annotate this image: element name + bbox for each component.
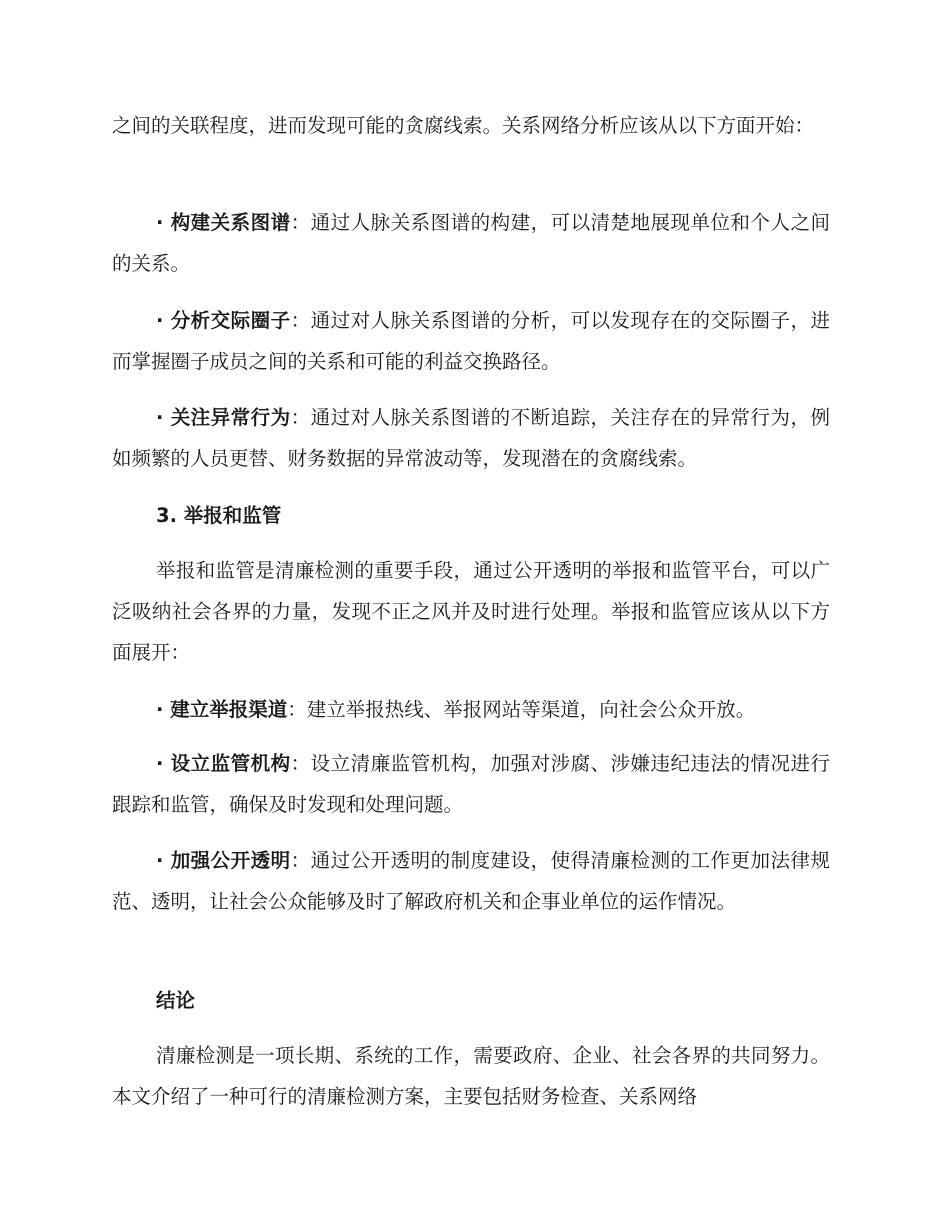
list-item-text: ：通过公开透明的制度建设，使得清廉检测的工作更加法律规范、透明，让社会公众能够及时了解政府机关和企事业单位的运作情况。 [112,849,830,913]
list-item-term: · 分析交际圈子 [156,309,291,332]
section-heading-conclusion: 结论 [156,989,196,1012]
list-item-text: ：通过对人脉关系图谱的分析，可以发现存在的交际圈子，进而掌握圈子成员之间的关系和可能的利益交换路径。 [112,309,830,373]
list-item-transparency [112,840,830,922]
list-item-term: · 设立监管机构 [156,752,291,775]
list-item-term: · 关注异常行为 [156,406,291,429]
list-item-analyze-circles [112,300,830,382]
list-item-text: ：通过对人脉关系图谱的不断追踪，关注存在的异常行为，例如频繁的人员更替、财务数据的异常波动等，发现潜在的贪腐线索。 [112,406,830,470]
list-item-term: · 构建关系图谱 [156,211,291,234]
list-item-term: · 建立举报渠道 [156,698,288,721]
list-item-text: ：设立清廉监管机构，加强对涉腐、涉嫌违纪违法的情况进行跟踪和监管，确保及时发现和处理问题。 [112,752,830,816]
list-item-term: · 加强公开透明 [156,849,291,872]
list-item-report-channels [112,689,830,730]
list-item-watch-anomalies [112,397,830,479]
paragraph-relation-analysis-intro: 之间的关联程度，进而发现可能的贪腐线索。关系网络分析应该从以下方面开始： [112,114,815,137]
list-item-text: ：建立举报热线、举报网站等渠道，向社会公众开放。 [287,698,756,721]
list-item-build-graph [112,202,830,284]
list-item-supervision-body [112,743,830,825]
section-heading-reporting: 3. 举报和监管 [156,504,282,527]
paragraph-reporting-intro: 举报和监管是清廉检测的重要手段，通过公开透明的举报和监管平台，可以广泛吸纳社会各界的力量，发现不正之风并及时进行处理。举报和监管应该从以下方面展开： [112,559,830,664]
list-item-text: ：通过人脉关系图谱的构建，可以清楚地展现单位和个人之间的关系。 [112,211,830,275]
paragraph-conclusion: 清廉检测是一项长期、系统的工作，需要政府、企业、社会各界的共同努力。本文介绍了一种可行的清廉检测方案，主要包括财务检查、关系网络 [112,1044,830,1108]
